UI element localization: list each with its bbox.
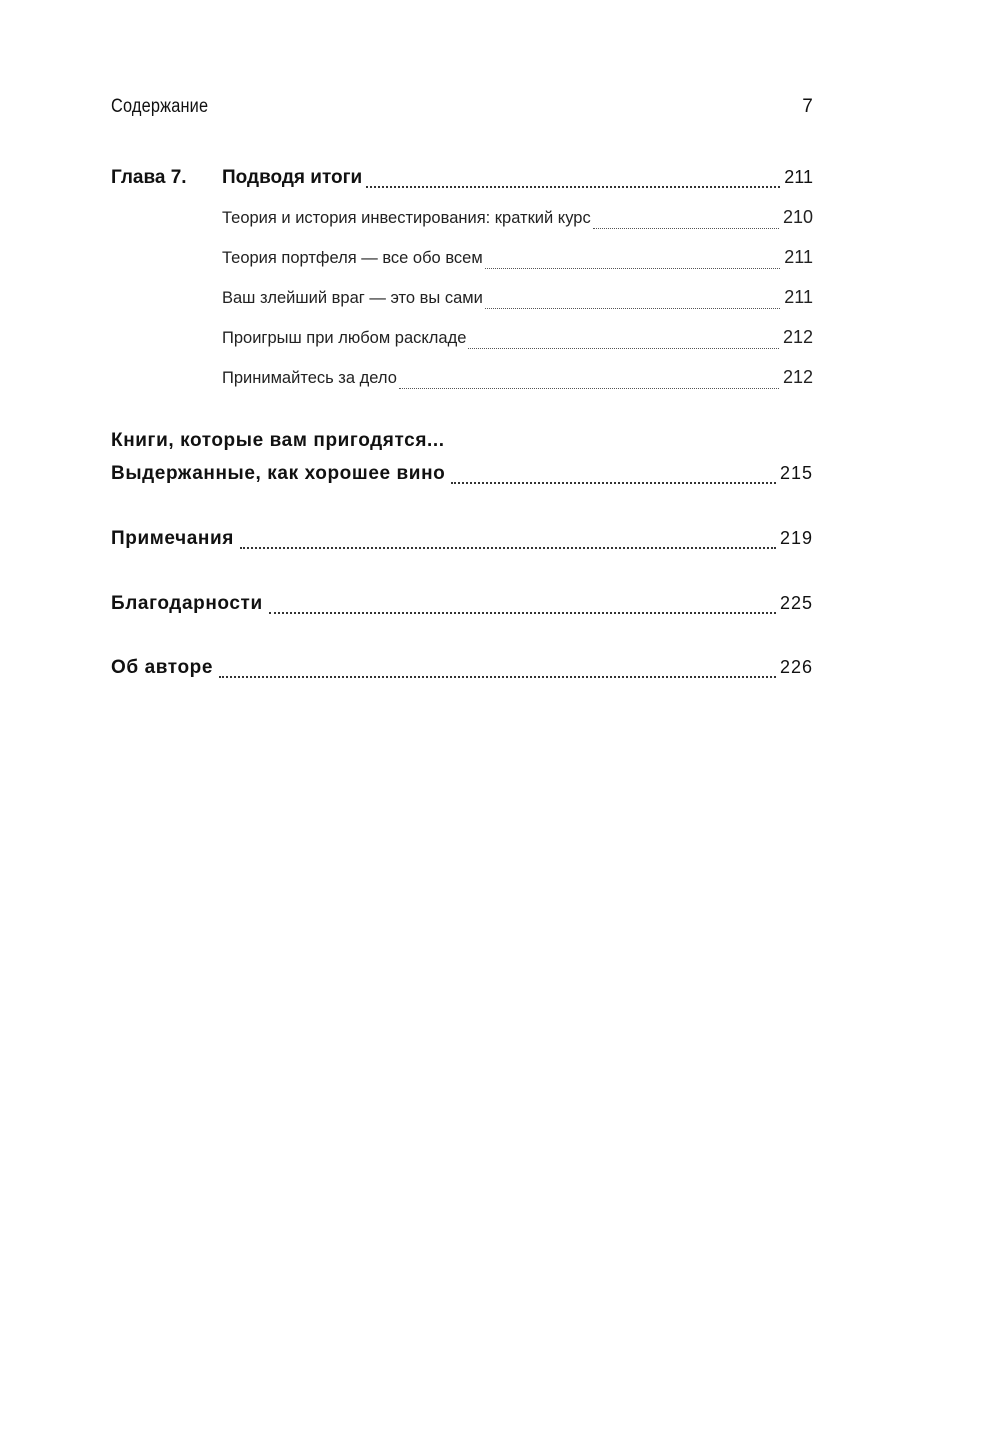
running-head-title: Содержание bbox=[111, 96, 209, 117]
toc-about-author-entry[interactable] bbox=[111, 657, 813, 687]
dot-leader bbox=[240, 547, 776, 549]
dot-leader bbox=[485, 268, 781, 269]
dot-leader bbox=[485, 308, 780, 309]
section-page-ref: 212 bbox=[782, 327, 813, 347]
notes-title: Примечания bbox=[111, 528, 234, 549]
books-page-ref: 215 bbox=[779, 463, 813, 483]
toc-section-entry[interactable] bbox=[222, 367, 813, 397]
dot-leader bbox=[468, 348, 779, 349]
notes-page-ref: 219 bbox=[779, 528, 813, 548]
toc-section-entry[interactable] bbox=[222, 207, 813, 237]
chapter-page-ref: 211 bbox=[784, 167, 813, 187]
section-page-ref: 211 bbox=[784, 247, 813, 267]
toc-chapter-entry[interactable] bbox=[111, 167, 813, 197]
section-page-ref: 212 bbox=[782, 367, 813, 387]
books-title-line2: Выдержанные, как хорошее вино bbox=[111, 463, 446, 484]
dot-leader bbox=[366, 186, 780, 188]
toc-notes-entry[interactable] bbox=[111, 528, 813, 558]
chapter-title: Подводя итоги bbox=[222, 167, 363, 188]
acknowledgments-page-ref: 225 bbox=[779, 593, 813, 613]
about-author-page-ref: 226 bbox=[779, 657, 813, 677]
section-title: Принимайтесь за дело bbox=[222, 369, 397, 387]
toc-section-entry[interactable] bbox=[222, 287, 813, 317]
section-title: Ваш злейший враг — это вы сами bbox=[222, 289, 483, 307]
section-page-ref: 210 bbox=[782, 207, 813, 227]
dot-leader bbox=[269, 612, 776, 614]
toc-section-entry[interactable] bbox=[222, 247, 813, 277]
section-title: Теория и история инвестирования: краткий курс bbox=[222, 209, 591, 227]
running-head bbox=[111, 96, 813, 126]
section-title: Проигрыш при любом раскладе bbox=[222, 329, 467, 347]
section-title: Теория портфеля — все обо всем bbox=[222, 249, 483, 267]
dot-leader bbox=[399, 388, 779, 389]
acknowledgments-title: Благодарности bbox=[111, 593, 263, 614]
about-author-title: Об авторе bbox=[111, 657, 214, 678]
page-number: 7 bbox=[802, 96, 813, 117]
toc-section-entry[interactable] bbox=[222, 327, 813, 357]
books-title-line1: Книги, которые вам пригодятся... bbox=[111, 430, 445, 451]
toc-acknowledgments-entry[interactable] bbox=[111, 593, 813, 623]
chapter-label: Глава 7. bbox=[111, 167, 187, 188]
dot-leader bbox=[219, 676, 776, 678]
section-page-ref: 211 bbox=[784, 287, 813, 307]
dot-leader bbox=[593, 228, 779, 229]
dot-leader bbox=[451, 482, 776, 484]
toc-books-entry[interactable] bbox=[111, 463, 813, 493]
